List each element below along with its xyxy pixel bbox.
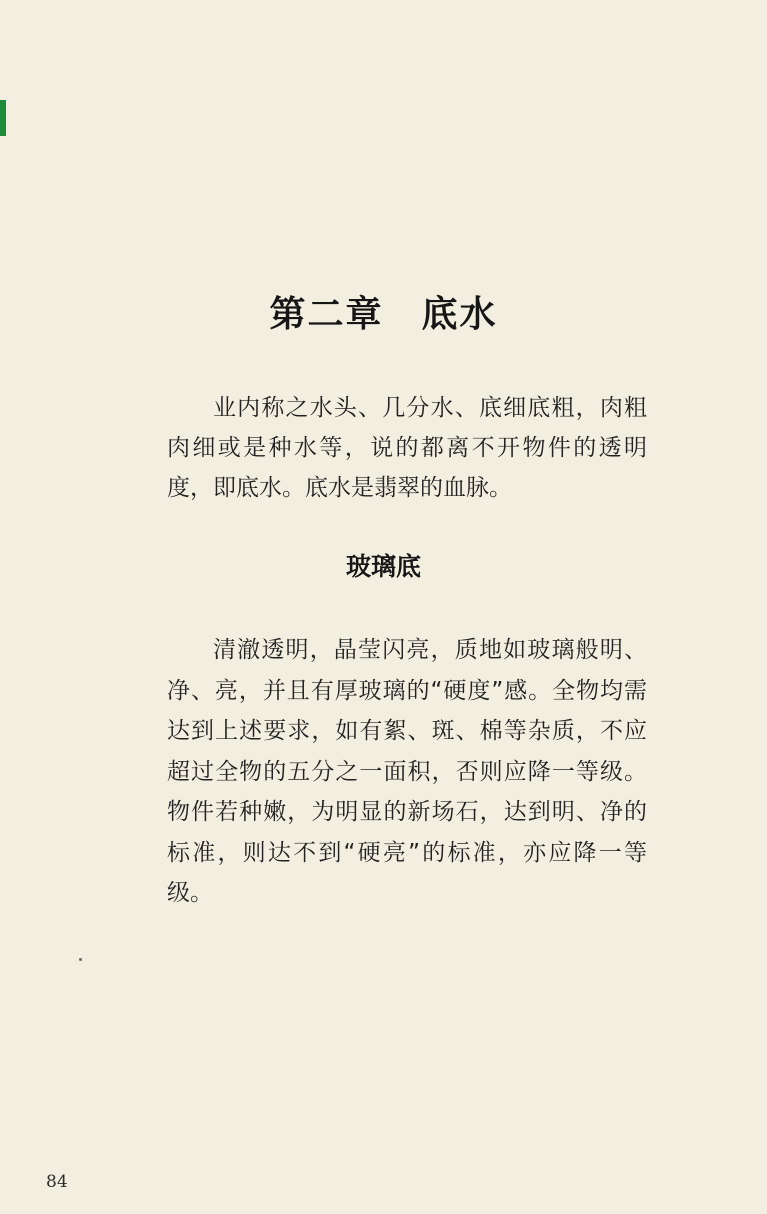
page-number: 84 — [46, 1172, 68, 1192]
section-text: 清澈透明，晶莹闪亮，质地如玻璃般明、净、亮，并且有厚玻璃的“硬度”感。全物均需达到上述要求，如有絮、斑、棉等杂质，不应超过全物的五分之一面积，否则应降一等级。物件若种嫩，为明显的新场石，达到明、净的标准，则达不到“硬亮”的标准，亦应降一等级。 — [167, 637, 647, 906]
intro-text: 业内称之水头、几分水、底细底粗，肉粗肉细或是种水等，说的都离不开物件的透明度，即底水。底水是翡翠的血脉。 — [167, 395, 647, 501]
scan-speck — [79, 958, 82, 961]
section-paragraph — [167, 630, 647, 914]
edge-tab-marker — [0, 100, 6, 136]
section-heading: 玻璃底 — [345, 552, 421, 581]
intro-paragraph — [167, 388, 647, 508]
chapter-title: 第二章 底水 — [269, 294, 498, 335]
